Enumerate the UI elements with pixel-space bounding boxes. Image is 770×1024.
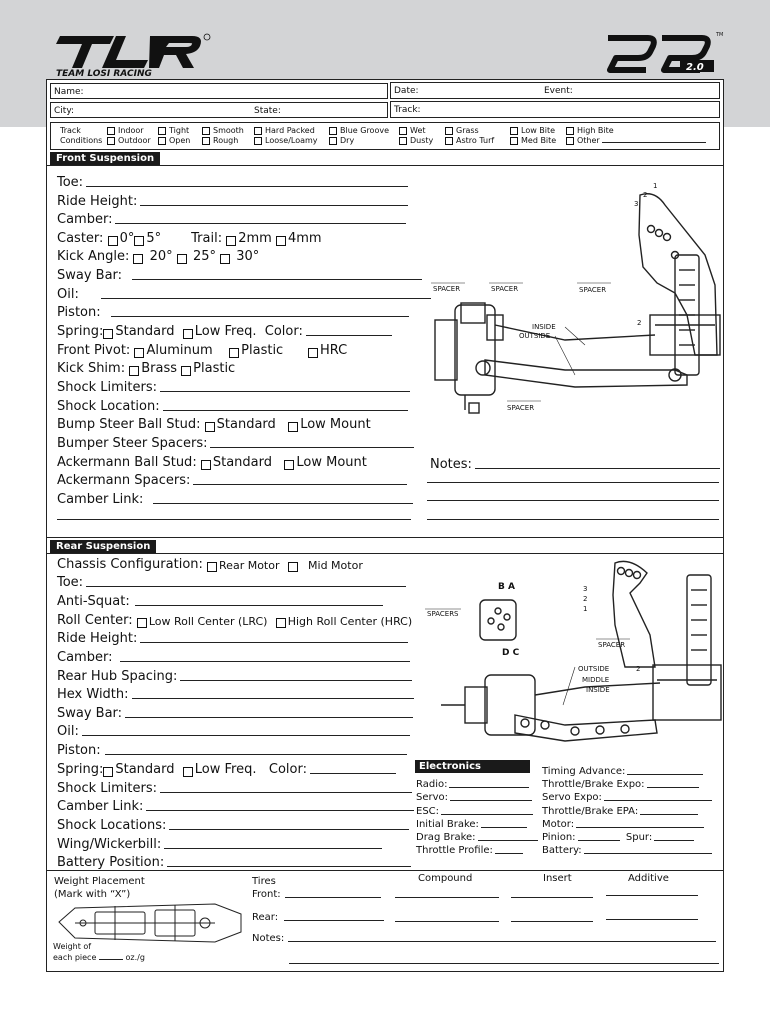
outdoor-checkbox[interactable] [107, 137, 115, 145]
rear-suspension-diagram [425, 555, 723, 755]
front-diagram-outside: OUTSIDE [519, 332, 551, 340]
trail-2mm-checkbox[interactable] [226, 236, 236, 246]
anti-squat-row[interactable]: Anti-Squat: [57, 591, 383, 609]
rear-diagram-ba: B A [498, 582, 515, 592]
front-toe-row[interactable]: Toe: [57, 172, 408, 190]
front-spring-standard-checkbox[interactable] [103, 329, 113, 339]
cond-col-8: Low Bite Med Bite [510, 126, 556, 146]
rc-high-checkbox[interactable] [276, 618, 286, 628]
rear-compound-line[interactable] [395, 921, 499, 922]
high-bite-checkbox[interactable] [566, 127, 574, 135]
esc-row[interactable]: ESC: [416, 806, 533, 817]
bottom-section-rule [47, 870, 723, 871]
timing-advance-row[interactable]: Timing Advance: [542, 766, 703, 777]
rear-diagram-outside: OUTSIDE [578, 665, 610, 673]
front-section-rule [47, 165, 723, 166]
front-notes-row[interactable]: Notes: [430, 454, 720, 472]
additive-label: Additive [628, 873, 669, 884]
ack-lowmount-checkbox[interactable] [284, 460, 294, 470]
bump-steer-row[interactable]: Bump Steer Ball Stud: Standard Low Mount [57, 417, 371, 432]
cond-col-5: Blue Groove Dry [329, 126, 389, 146]
cond-col-3: Smooth Rough [202, 126, 244, 146]
front-diagram-inside: INSIDE [532, 323, 556, 331]
tires-label: Tires [252, 876, 276, 887]
front-diagram-n3: 3 [634, 200, 639, 208]
rear-shock-limiters-row[interactable]: Shock Limiters: [57, 778, 412, 796]
bottom-notes-row[interactable]: Notes: [252, 933, 716, 944]
conditions-label: Track Conditions [60, 126, 103, 145]
open-checkbox[interactable] [158, 137, 166, 145]
front-spring-row[interactable]: Spring: Standard Low Freq. Color: [57, 321, 392, 339]
drag-brake-row[interactable]: Drag Brake: [416, 832, 538, 843]
rear-additive-line[interactable] [606, 919, 698, 920]
tires-rear-row[interactable]: Rear: [252, 912, 384, 923]
caster-trail-row[interactable]: Caster: 0° 5° Trail: 2mm 4mm [57, 231, 322, 246]
svg-text:TM: TM [716, 32, 724, 38]
front-diagram-spacer-2: SPACER [491, 285, 519, 293]
chassis-mid-motor-checkbox[interactable] [288, 562, 298, 572]
front-diagram-spacer-1: SPACER [433, 285, 461, 293]
rear-spring-row[interactable]: Spring: Standard Low Freq. Color: [57, 759, 396, 777]
rear-diagram-dc: D C [502, 648, 520, 658]
trail-4mm-checkbox[interactable] [276, 236, 286, 246]
front-compound-line[interactable] [395, 897, 499, 898]
date-event-field[interactable] [390, 82, 720, 99]
name-label: Name: [54, 87, 84, 97]
tlr-logo [52, 28, 222, 78]
date-label: Date: [394, 86, 419, 96]
city-state-field[interactable] [50, 102, 388, 118]
other-checkbox[interactable] [566, 137, 574, 145]
motor-row[interactable]: Motor: [542, 819, 704, 830]
kick-20-checkbox[interactable] [133, 254, 143, 264]
rear-diagram-n3: 3 [583, 585, 588, 593]
kick-30-checkbox[interactable] [220, 254, 230, 264]
front-suspension-diagram [425, 175, 723, 425]
smooth-checkbox[interactable] [202, 127, 210, 135]
grass-checkbox[interactable] [445, 127, 453, 135]
front-shock-location-row[interactable]: Shock Location: [57, 396, 408, 414]
chassis-weight-diagram[interactable] [55, 900, 245, 946]
dry-checkbox[interactable] [329, 137, 337, 145]
state-label: State: [254, 106, 281, 116]
brand-tagline: TEAM LOSI RACING [56, 69, 152, 78]
front-diagram-spacer-3: SPACER [579, 286, 607, 294]
rear-diagram-spacer: SPACER [598, 641, 626, 649]
rear-sway-bar-row[interactable]: Sway Bar: [57, 703, 413, 721]
rear-section-rule-top [47, 537, 723, 538]
front-diagram-n2b: 2 [637, 319, 642, 327]
roll-center-row[interactable]: Roll Center: Low Roll Center (LRC) High Roll Center (HRC) [57, 613, 413, 628]
rear-spring-lowfreq-checkbox[interactable] [183, 767, 193, 777]
pivot-aluminum-checkbox[interactable] [134, 348, 144, 358]
tires-front-row[interactable]: Front: [252, 889, 381, 900]
rear-camber-link-row[interactable]: Camber Link: [57, 796, 414, 814]
svg-text:2.0: 2.0 [686, 62, 704, 73]
bumper-spacers-row[interactable]: Bumper Steer Spacers: [57, 433, 414, 451]
name-field[interactable] [50, 83, 388, 99]
pinion-spur-row[interactable]: Pinion: Spur: [542, 832, 694, 843]
shim-plastic-checkbox[interactable] [181, 366, 191, 376]
front-suspension-title: Front Suspension [50, 152, 160, 165]
front-notes-line-2[interactable] [427, 500, 719, 501]
rear-suspension-title: Rear Suspension [50, 540, 156, 553]
cond-col-2: Tight Open [158, 126, 190, 146]
rear-insert-line[interactable] [511, 921, 593, 922]
astro-turf-checkbox[interactable] [445, 137, 453, 145]
weight-of-label: Weight of each piece oz./g [53, 942, 145, 962]
rear-camber-row[interactable]: Camber: [57, 647, 410, 665]
loose-loamy-checkbox[interactable] [254, 137, 262, 145]
cond-col-6: Wet Dusty [399, 126, 433, 146]
caster-5-checkbox[interactable] [134, 236, 144, 246]
servo-expo-row[interactable]: Servo Expo: [542, 792, 712, 803]
cond-col-4: Hard Packed Loose/Loamy [254, 126, 318, 146]
front-pivot-row[interactable]: Front Pivot: Aluminum Plastic HRC [57, 343, 348, 358]
front-notes-line-3[interactable] [427, 519, 719, 520]
chassis-rear-motor-checkbox[interactable] [207, 562, 217, 572]
cond-col-9: High Bite Other [566, 126, 706, 146]
low-bite-checkbox[interactable] [510, 127, 518, 135]
front-diagram-n2: 2 [643, 191, 648, 199]
hard-packed-checkbox[interactable] [254, 127, 262, 135]
kick-25-checkbox[interactable] [177, 254, 187, 264]
dusty-checkbox[interactable] [399, 137, 407, 145]
throttle-brake-expo-row[interactable]: Throttle/Brake Expo: [542, 779, 699, 790]
rear-diagram-inside: INSIDE [586, 686, 610, 694]
ackermann-stud-row[interactable]: Ackermann Ball Stud: Standard Low Mount [57, 455, 367, 470]
weight-placement-label: Weight Placement (Mark with “X”) [54, 876, 145, 900]
wing-row[interactable]: Wing/Wickerbill: [57, 834, 382, 852]
rear-oil-row[interactable]: Oil: [57, 721, 410, 739]
front-diagram-n1: 1 [653, 182, 658, 190]
front-additive-line[interactable] [606, 895, 698, 896]
rear-diagram-spacers: SPACERS [427, 610, 459, 618]
electronics-title: Electronics [415, 760, 530, 773]
front-insert-line[interactable] [511, 897, 593, 898]
pivot-hrc-checkbox[interactable] [308, 348, 318, 358]
bump-standard-checkbox[interactable] [205, 422, 215, 432]
rear-shock-locations-row[interactable]: Shock Locations: [57, 815, 409, 833]
rc-low-checkbox[interactable] [137, 618, 147, 628]
front-notes-line-1[interactable] [427, 482, 719, 483]
caster-0-checkbox[interactable] [108, 236, 118, 246]
front-shock-limiters-row[interactable]: Shock Limiters: [57, 377, 410, 395]
ack-standard-checkbox[interactable] [201, 460, 211, 470]
rear-diagram-n2: 2 [583, 595, 588, 603]
front-spring-lowfreq-checkbox[interactable] [183, 329, 193, 339]
rear-toe-row[interactable]: Toe: [57, 572, 406, 590]
kick-shim-row[interactable]: Kick Shim: Brass Plastic [57, 361, 236, 376]
cond-col-1: Indoor Outdoor [107, 126, 151, 146]
rear-diagram-n1: 1 [583, 605, 588, 613]
front-oil-row[interactable]: Oil: [57, 284, 431, 302]
hex-width-row[interactable]: Hex Width: [57, 684, 414, 702]
front-diagram-spacer-4: SPACER [507, 404, 535, 412]
wet-checkbox[interactable] [399, 127, 407, 135]
med-bite-checkbox[interactable] [510, 137, 518, 145]
hub-spacing-row[interactable]: Rear Hub Spacing: [57, 666, 412, 684]
rough-checkbox[interactable] [202, 137, 210, 145]
initial-brake-row[interactable]: Initial Brake: [416, 819, 527, 830]
front-camber-link-row[interactable]: Camber Link: [57, 489, 413, 507]
bump-lowmount-checkbox[interactable] [288, 422, 298, 432]
front-ride-height-row[interactable]: Ride Height: [57, 191, 408, 209]
shim-brass-checkbox[interactable] [129, 366, 139, 376]
blue-groove-checkbox[interactable] [329, 127, 337, 135]
rear-piston-row[interactable]: Piston: [57, 740, 407, 758]
city-label: City: [54, 106, 75, 116]
rear-spring-standard-checkbox[interactable] [103, 767, 113, 777]
kick-angle-row[interactable]: Kick Angle: 20° 25° 30° [57, 249, 260, 264]
chassis-config-row[interactable]: Chassis Configuration: Rear Motor Mid Motor [57, 557, 363, 572]
battery-row[interactable]: Battery: [542, 845, 712, 856]
tight-checkbox[interactable] [158, 127, 166, 135]
track-field[interactable] [390, 101, 720, 118]
insert-label: Insert [543, 873, 572, 884]
front-extra-line[interactable] [57, 519, 411, 520]
indoor-checkbox[interactable] [107, 127, 115, 135]
front-sway-bar-row[interactable]: Sway Bar: [57, 265, 422, 283]
rear-ride-height-row[interactable]: Ride Height: [57, 628, 408, 646]
throttle-profile-row[interactable]: Throttle Profile: [416, 845, 523, 856]
servo-row[interactable]: Servo: [416, 792, 532, 803]
front-piston-row[interactable]: Piston: [57, 302, 409, 320]
pivot-plastic-checkbox[interactable] [229, 348, 239, 358]
compound-label: Compound [418, 873, 473, 884]
rear-diagram-n2b: 2 [636, 665, 641, 673]
battery-position-row[interactable]: Battery Position: [57, 852, 411, 870]
rear-diagram-middle: MIDDLE [582, 676, 610, 684]
ackermann-spacers-row[interactable]: Ackermann Spacers: [57, 470, 407, 488]
radio-row[interactable]: Radio: [416, 779, 529, 790]
event-label: Event: [544, 86, 573, 96]
cond-col-7: Grass Astro Turf [445, 126, 494, 146]
22-2-0-logo [590, 28, 730, 78]
track-label: Track: [394, 105, 421, 115]
bottom-notes-line-2[interactable] [289, 963, 719, 964]
throttle-brake-epa-row[interactable]: Throttle/Brake EPA: [542, 806, 698, 817]
front-camber-row[interactable]: Camber: [57, 209, 406, 227]
